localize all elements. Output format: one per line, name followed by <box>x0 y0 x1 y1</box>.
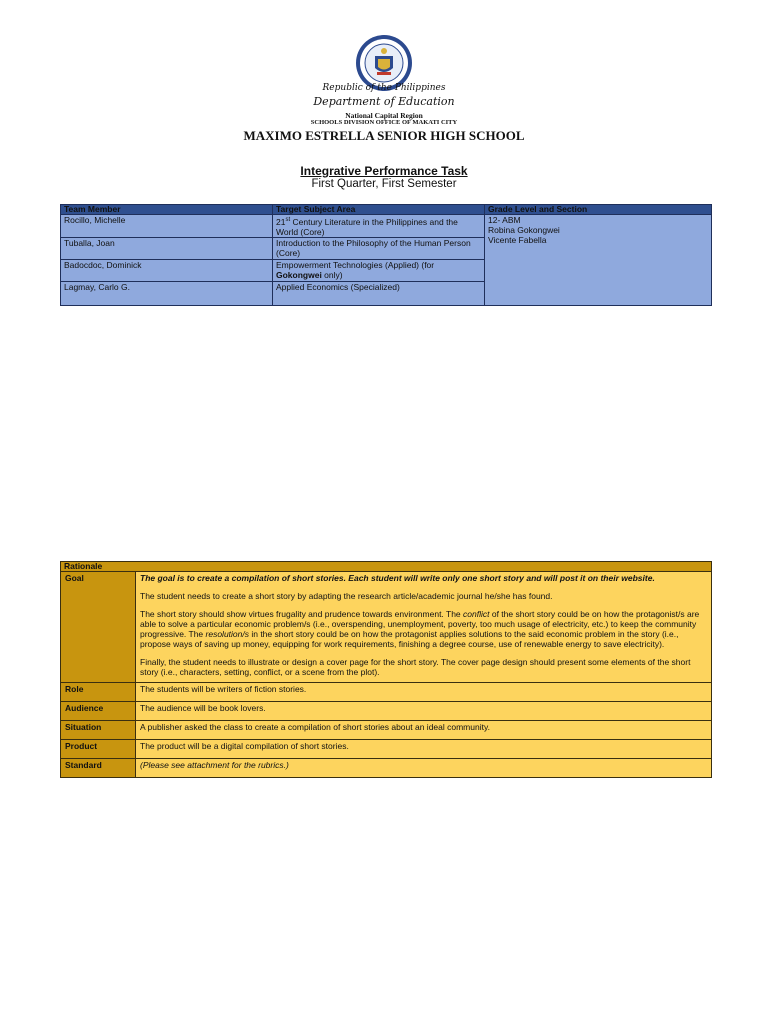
col-team-member: Team Member <box>61 205 273 215</box>
task-subtitle: First Quarter, First Semester <box>311 178 457 190</box>
team-table-header <box>61 205 712 215</box>
region-line: National Capital Region <box>345 111 423 120</box>
grade-section-cell: 12- ABM Robina Gokongwei Vicente Fabella <box>485 215 712 306</box>
subject-cell: Introduction to the Philosophy of the Human Person (Core) <box>273 237 485 259</box>
subject-cell: Applied Economics (Specialized) <box>273 281 485 305</box>
audience-label: Audience <box>61 702 136 721</box>
member-cell: Rocillo, Michelle <box>61 215 273 238</box>
member-cell: Badocdoc, Dominick <box>61 259 273 281</box>
situation-label: Situation <box>61 721 136 740</box>
task-title: Integrative Performance Task <box>300 164 468 178</box>
product-value: The product will be a digital compilation of short stories. <box>136 740 712 759</box>
col-target-subject: Target Subject Area <box>273 205 485 215</box>
school-name: MAXIMO ESTRELLA SENIOR HIGH SCHOOL <box>243 128 525 143</box>
division-line: SCHOOLS DIVISION OFFICE OF MAKATI CITY <box>310 119 458 126</box>
table-row <box>61 683 712 702</box>
table-row <box>61 759 712 778</box>
member-cell: Lagmay, Carlo G. <box>61 281 273 305</box>
goal-label: Goal <box>61 572 136 683</box>
subject-cell: Empowerment Technologies (Applied) (for Gokongwei only) <box>273 259 485 281</box>
team-table <box>60 204 712 306</box>
subject-cell: 21st Century Literature in the Philippines and the World (Core) <box>273 215 485 238</box>
table-row <box>61 740 712 759</box>
table-row <box>61 572 712 683</box>
col-grade-level: Grade Level and Section <box>485 205 712 215</box>
rationale-table <box>60 561 712 778</box>
goal-value: The goal is to create a compilation of short stories. Each student will write only one short story and will post it on their website. The student needs to create a short story by adapting the research article/academic journal he/she has found. The short story should show virtues frugality and prudence towards environment. The conflict of the short story could be on how the protagonist/s are able to solve a particular economic problem/s (i.e., overspending, unemployment, poverty, too much usage of electricity, etc.) to keep the community progressive. The resolution/s in the short story could be on how the protagonist applies solutions to the said economic problem in the story (i.e., propose ways of saving up money, equipping for work requirements, finishing a degree course, use of renewable energy to save electricity). Finally, the student needs to illustrate or design a cover page for the short story. The cover page design should present some elements of the short story (i.e., characters, setting, conflict, or a scene from the plot). <box>136 572 712 683</box>
standard-value: (Please see attachment for the rubrics.) <box>136 759 712 778</box>
member-cell: Tuballa, Joan <box>61 237 273 259</box>
product-label: Product <box>61 740 136 759</box>
role-value: The students will be writers of fiction stories. <box>136 683 712 702</box>
republic-line: Republic of the Philippines <box>322 83 446 93</box>
situation-value: A publisher asked the class to create a compilation of short stories about an ideal community. <box>136 721 712 740</box>
table-row <box>61 702 712 721</box>
rationale-header: Rationale <box>61 562 712 572</box>
table-row <box>61 721 712 740</box>
standard-label: Standard <box>61 759 136 778</box>
audience-value: The audience will be book lovers. <box>136 702 712 721</box>
table-row <box>61 215 712 238</box>
department-line: Department of Education <box>313 95 455 108</box>
role-label: Role <box>61 683 136 702</box>
